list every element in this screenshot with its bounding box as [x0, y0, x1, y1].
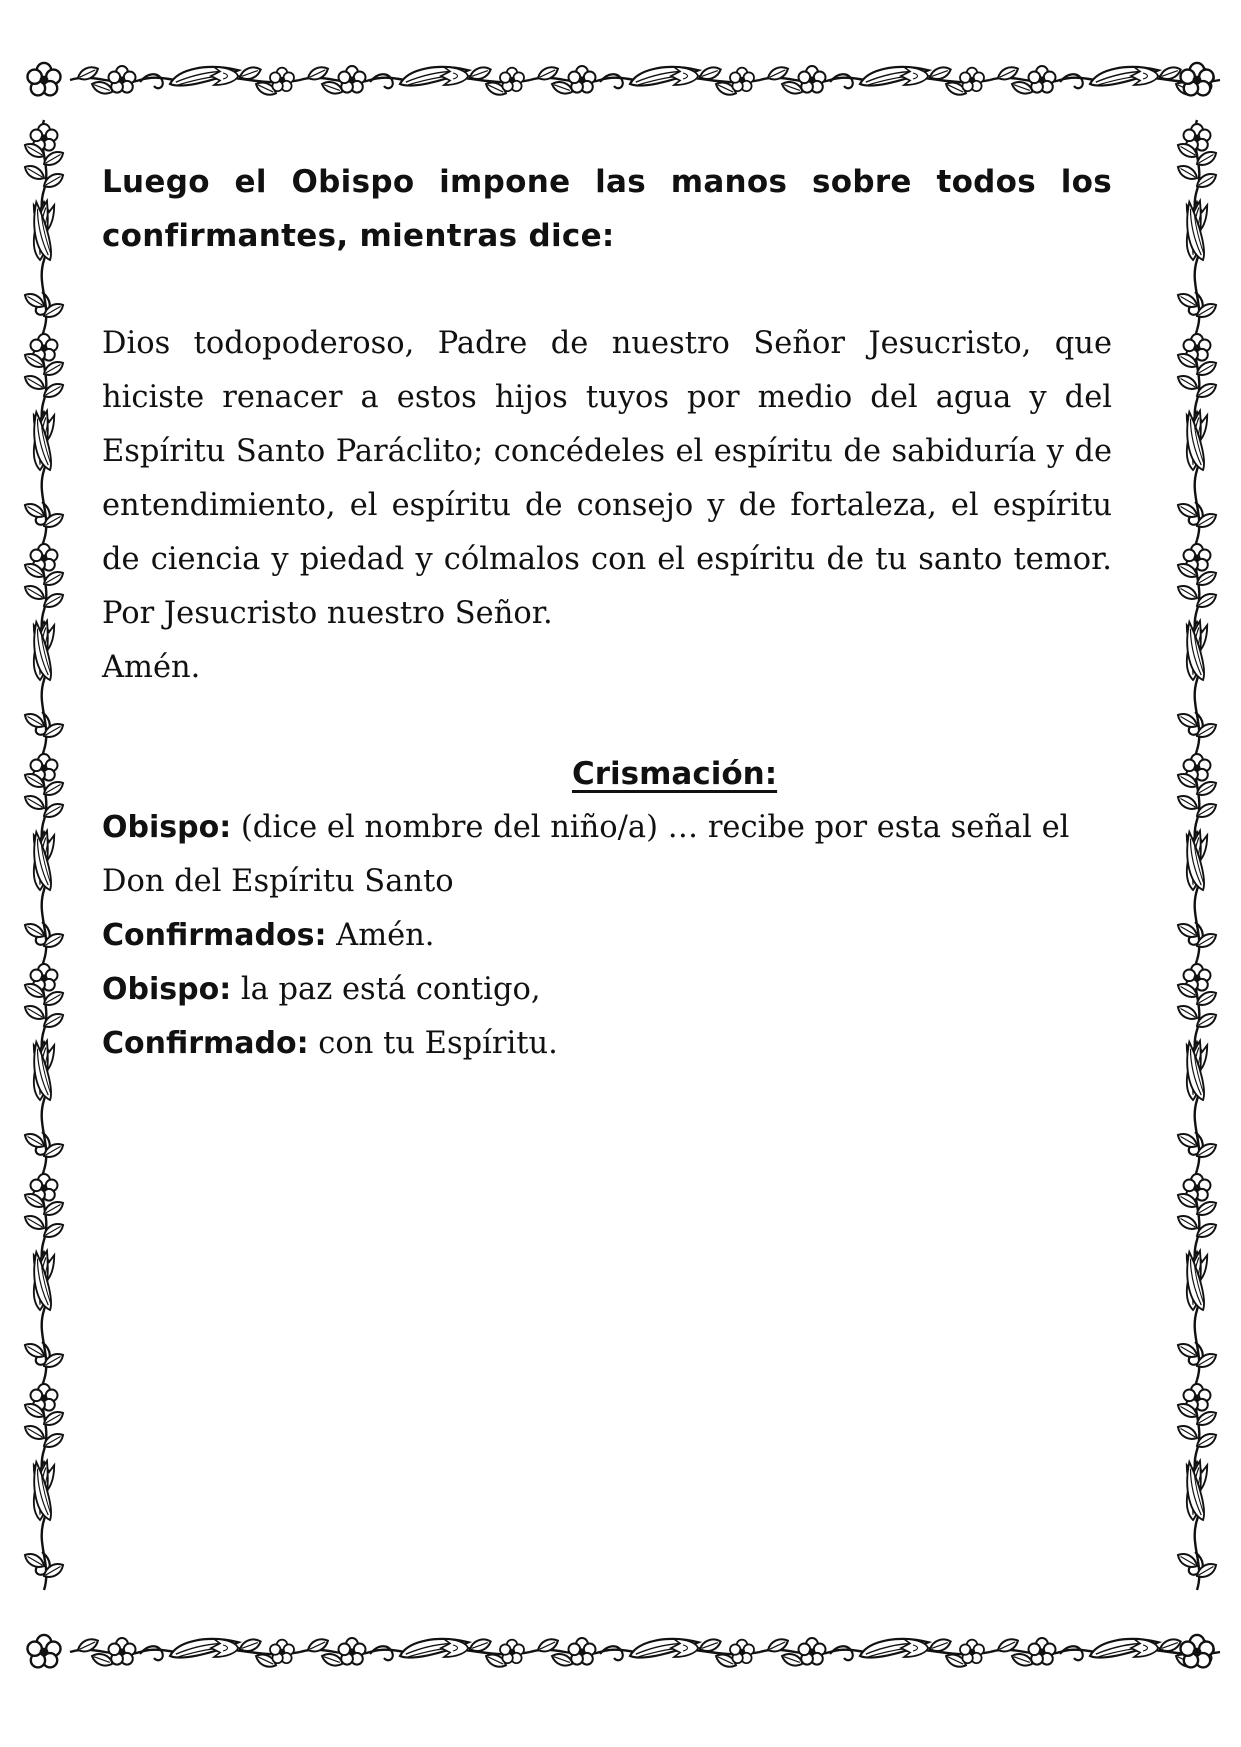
prayer-amen: Amén.	[102, 650, 201, 685]
right-border	[1175, 120, 1218, 1590]
speaker-label: Confirmados:	[102, 918, 327, 953]
prayer-text	[102, 317, 1112, 695]
speaker-label: Obispo:	[102, 972, 232, 1007]
page-content	[102, 155, 1112, 1071]
dialogue-line	[102, 801, 1112, 909]
dialogue-text: (dice el nombre del niño/a) … recibe por esta señal el Don del Espíritu Santo	[102, 810, 1070, 899]
left-border	[22, 120, 65, 1590]
rubric-heading: Luego el Obispo impone las manos sobre todos los confirmantes, mientras dice:	[102, 164, 1112, 254]
dialogue-text: la paz está contigo,	[231, 972, 541, 1007]
dialogue-line	[102, 909, 1112, 963]
dialogue-text: con tu Espíritu.	[308, 1026, 558, 1061]
top-border	[70, 62, 1220, 98]
speaker-label: Obispo:	[102, 810, 232, 845]
bottom-border	[70, 1634, 1220, 1670]
dialogue-line	[102, 1017, 1112, 1071]
dialogue-line	[102, 963, 1112, 1017]
prayer-body: Dios todopoderoso, Padre de nuestro Señor Jesucristo, que hiciste renacer a estos hijos tuyos por medio del agua y del Espíritu Santo Paráclito; concédeles el espíritu de sabiduría y de entendimiento, el espíritu de consejo y de fortaleza, el espíritu de ciencia y piedad y cólmalos con el espíritu de tu santo temor. Por Jesucristo nuestro Señor.	[102, 326, 1112, 631]
dialogue	[102, 801, 1112, 1071]
speaker-label: Confirmado:	[102, 1026, 309, 1061]
dialogue-text: Amén.	[326, 918, 435, 953]
section-title: Crismación:	[572, 756, 778, 792]
